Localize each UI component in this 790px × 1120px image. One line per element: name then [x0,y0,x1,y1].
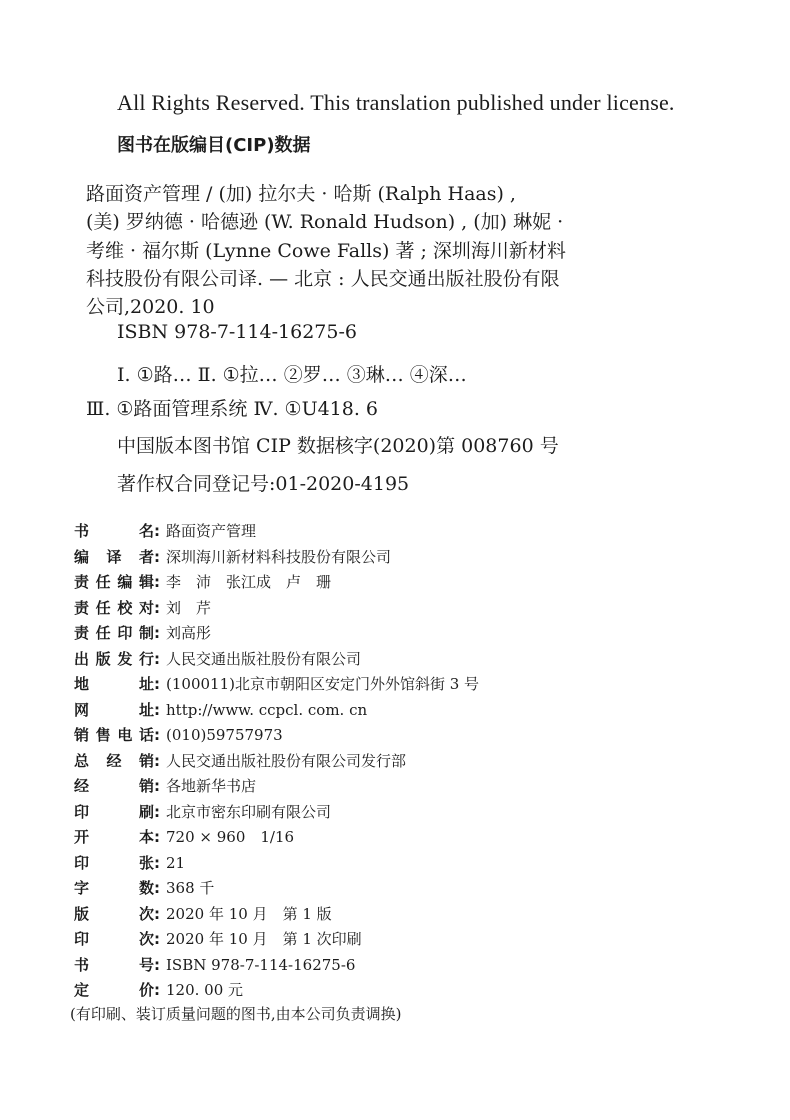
colophon-label: 网址 [74,700,154,719]
colophon-label: 出版发行 [74,649,154,668]
colophon-value: http://www. ccpcl. com. cn [166,700,368,719]
colophon-row-price: 定价: 120. 00 元 [74,978,634,1004]
colophon-value: (100011)北京市朝阳区安定门外外馆斜街 3 号 [166,675,480,693]
colophon-row-address: 地址: (100011)北京市朝阳区安定门外外馆斜街 3 号 [74,672,634,698]
colophon-value: 人民交通出版社股份有限公司发行部 [166,751,407,770]
quality-note: (有印刷、装订质量问题的图书,由本公司负责调换) [70,1005,402,1023]
colophon-label: 责任印制 [74,624,154,642]
colophon-row-book-number: 书号: ISBN 978-7-114-16275-6 [74,953,634,979]
colophon-row-publisher: 出版发行: 人民交通出版社股份有限公司 [74,647,634,673]
colophon-row-printer: 印刷: 北京市密东印刷有限公司 [74,800,634,826]
cip-line: 路面资产管理 / (加) 拉尔夫 · 哈斯 (Ralph Haas) , [86,183,516,205]
colophon-value: 路面资产管理 [166,522,257,540]
colophon-row-proofreader: 责任校对: 刘 芹 [74,596,634,622]
colophon-row-distributor: 总经销: 人民交通出版社股份有限公司发行部 [74,749,634,775]
colophon-row-format: 开本: 720 × 960 1/16 [74,825,634,851]
colophon-value: 各地新华书店 [166,777,257,795]
colophon-label: 定价 [74,981,154,999]
colophon-value: 2020 年 10 月 第 1 次印刷 [166,930,362,948]
colophon-value: ISBN 978-7-114-16275-6 [166,955,356,974]
cip-line: 科技股份有限公司译. — 北京 : 人民交通出版社股份有限 [86,268,560,290]
colophon-value: 720 × 960 1/16 [166,828,295,846]
colophon-row-editor: 责任编辑: 李 沛 张江成 卢 珊 [74,570,634,596]
colophon-label: 版次 [74,904,154,923]
colophon-value: (010)59757973 [166,726,283,744]
rights-statement: All Rights Reserved. This translation published under license. [117,90,675,115]
cip-classification: Ⅰ. ①路… Ⅱ. ①拉… ②罗… ③琳… ④深… [117,364,467,386]
colophon-label: 销售电话 [74,726,154,744]
colophon-value: 刘 芹 [166,598,212,617]
cip-line: 公司,2020. 10 [86,296,215,318]
colophon-label: 印次 [74,930,154,948]
colophon-row-word-count: 字数: 368 千 [74,876,634,902]
colophon-value: 李 沛 张江成 卢 珊 [166,573,332,591]
colophon-label: 总经销 [74,751,154,770]
cip-heading: 图书在版编目(CIP)数据 [117,135,311,156]
colophon-label: 地址 [74,675,154,693]
colophon-row-dealer: 经销: 各地新华书店 [74,774,634,800]
colophon-label: 开本 [74,828,154,846]
colophon-row-translator: 编译者: 深圳海川新材料科技股份有限公司 [74,545,634,571]
colophon-value: 2020 年 10 月 第 1 版 [166,904,332,923]
cip-record-number: 中国版本图书馆 CIP 数据核字(2020)第 008760 号 [117,435,559,457]
colophon-label: 书名 [74,522,154,540]
colophon-label: 责任校对 [74,598,154,617]
cip-line: 考维 · 福尔斯 (Lynne Cowe Falls) 著 ; 深圳海川新材料 [86,240,566,262]
colophon-table [74,519,634,1004]
cip-line: (美) 罗纳德 · 哈德逊 (W. Ronald Hudson) , (加) 琳妮 · [86,211,564,233]
colophon-label: 印张 [74,853,154,872]
copyright-registration: 著作权合同登记号:01-2020-4195 [117,473,410,495]
colophon-row-print-manager: 责任印制: 刘高彤 [74,621,634,647]
colophon-label: 责任编辑 [74,573,154,591]
colophon-row-website: 网址: http://www. ccpcl. com. cn [74,698,634,724]
colophon-row-title: 书名: 路面资产管理 [74,519,634,545]
cip-classification: Ⅲ. ①路面管理系统 Ⅳ. ①U418. 6 [86,398,379,420]
colophon-value: 368 千 [166,879,215,897]
cip-isbn: ISBN 978-7-114-16275-6 [117,321,357,343]
colophon-value: 深圳海川新材料科技股份有限公司 [166,547,392,566]
colophon-value: 21 [166,853,186,872]
colophon-row-edition: 版次: 2020 年 10 月 第 1 版 [74,902,634,928]
colophon-value: 北京市密东印刷有限公司 [166,802,332,821]
colophon-value: 人民交通出版社股份有限公司 [166,649,362,668]
colophon-row-sheets: 印张: 21 [74,851,634,877]
colophon-value: 120. 00 元 [166,981,244,999]
colophon-row-printing: 印次: 2020 年 10 月 第 1 次印刷 [74,927,634,953]
colophon-label: 编译者 [74,547,154,566]
colophon-row-sales-phone: 销售电话: (010)59757973 [74,723,634,749]
colophon-label: 字数 [74,879,154,897]
colophon-value: 刘高彤 [166,624,212,642]
colophon-label: 书号 [74,955,154,974]
colophon-label: 印刷 [74,802,154,821]
colophon-label: 经销 [74,777,154,795]
